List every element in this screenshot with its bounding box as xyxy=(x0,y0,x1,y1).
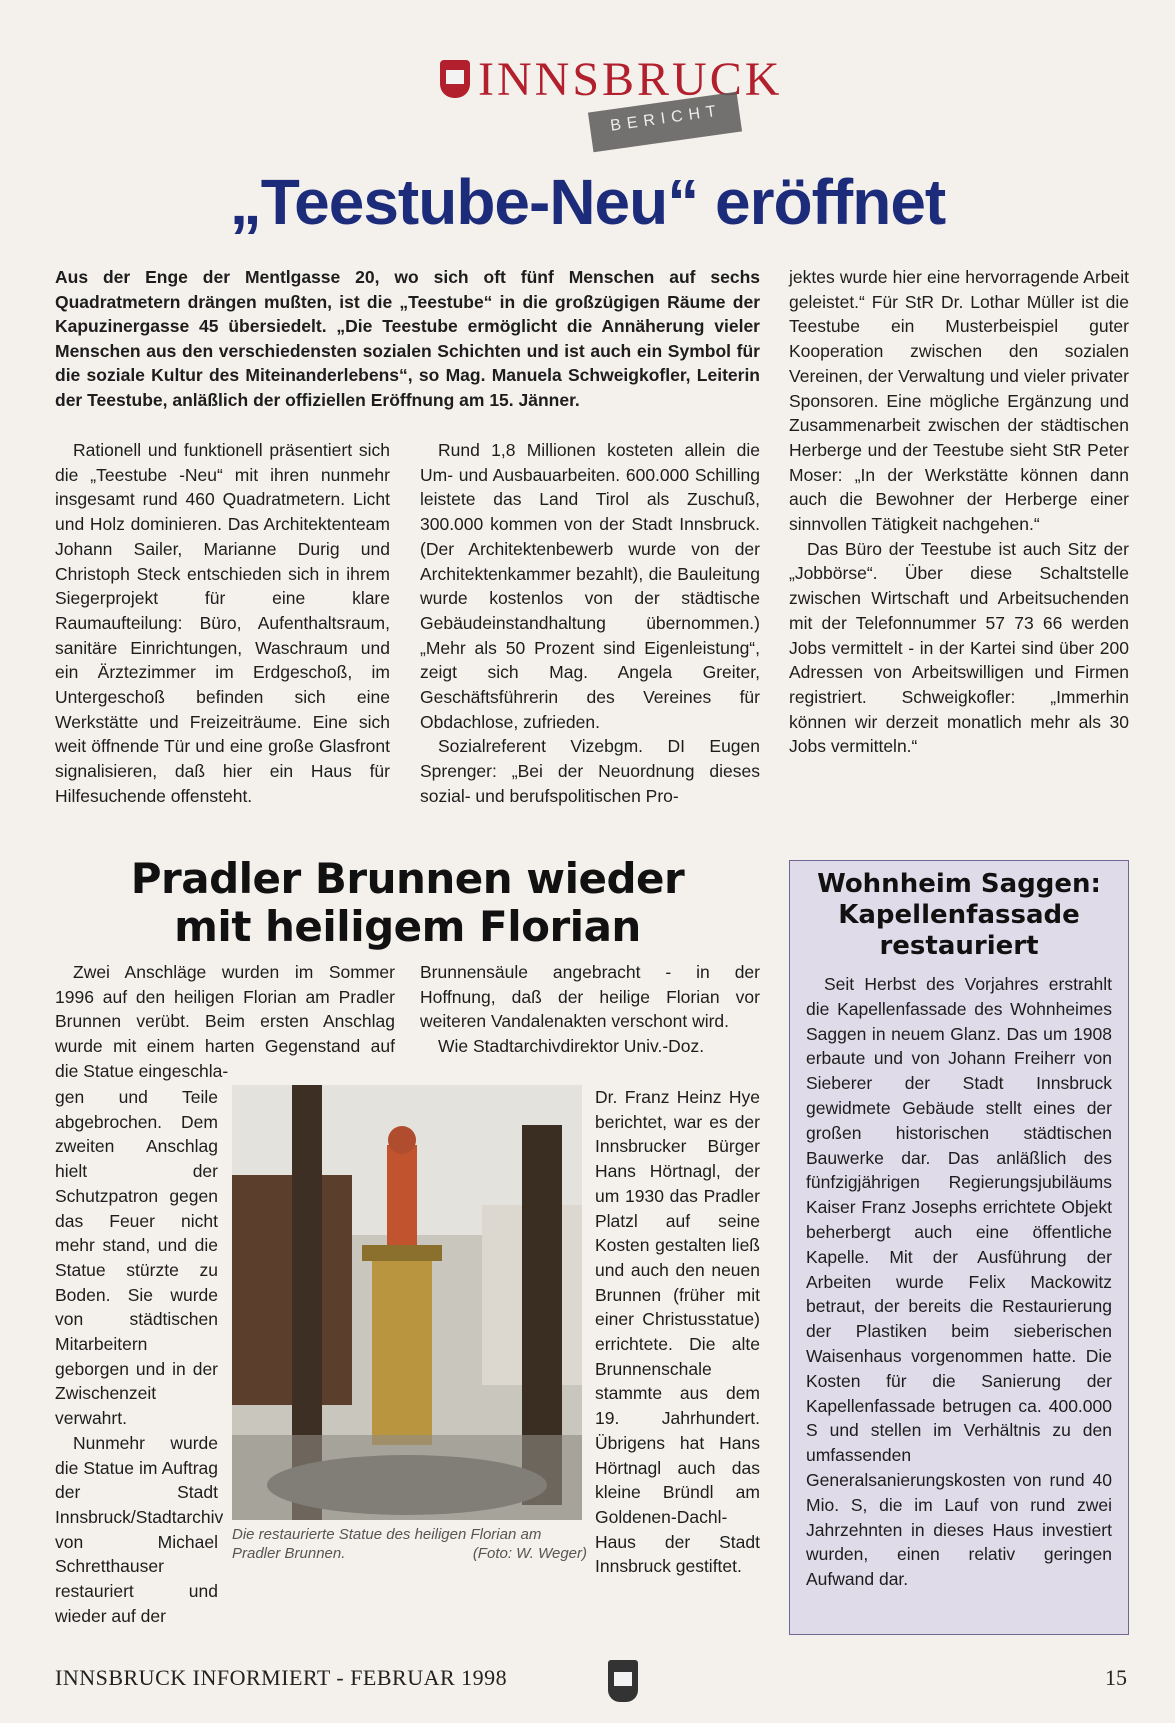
article-headline: „Teestube-Neu“ eröffnet xyxy=(229,166,946,238)
article-lead: Aus der Enge der Mentlgasse 20, wo sich oft fünf Menschen auf sechs Quadratmetern drängen mußten, ist die „Teestube“ in die großzügigen Räume der Kapuzinergasse 45 übersiedelt. „Die Teestube ermöglicht die Annäherung vieler Menschen aus den verschiedensten sozialen Schichten und ist auch ein Symbol für die soziale Kultur des Miteinanderlebens“, so Mag. Manuela Schweigkofler, Leiterin der Teestube, anläßlich der offiziellen Eröffnung am 15. Jänner. xyxy=(55,267,760,410)
paragraph: Rund 1,8 Millionen kosteten allein die Um- und Ausbauarbeiten. 600.000 Schilling leistete das Land Tirol als Zuschuß, 300.000 kommen von der Stadt Innsbruck. (Der Architektenbewerb wurde von der Architektenkammer bezahlt), die Bauleitung wurde kostenlos von der städtische Gebäudeinstandhaltung übernommen.) „Mehr als 50 Prozent sind Eigenleistung“, zeigt sich Mag. Angela Greiter, Geschäftsführerin des Vereines für Obdachlose, zufrieden. xyxy=(420,440,760,732)
paragraph: Wie Stadtarchivdirektor Univ.-Doz. xyxy=(438,1036,705,1057)
article-column-1 xyxy=(55,438,390,809)
article2-top-right xyxy=(420,960,760,1059)
article2-top-left xyxy=(55,960,395,1084)
paragraph: Dr. Franz Heinz Hye berichtet, war es der Innsbrucker Bürger Hans Hörtnagl, der um 1930 das Pradler Platzl auf seine Kosten gestalten ließ und auch den neuen Brunnen (früher mit einer Christusstatue) errichtete. Die alte Brunnenschale stammte aus dem 19. Jahrhundert. Übrigens hat Hans Hörtnagl auch das kleine Bründl am Goldenen-Dachl-Haus der Stadt Innsbruck gestiftet. xyxy=(595,1087,760,1577)
article2-left-narrow xyxy=(55,1085,224,1628)
caption-text: Die restaurierte Statue des heiligen Florian am Pradler Brunnen. xyxy=(232,1526,542,1562)
paragraph: jektes wurde hier eine hervorragende Arbeit geleistet.“ Für StR Dr. Lothar Müller ist die Teestube ein Musterbeispiel guter Kooperation zwischen den sozialen Vereinen, der Verwaltung und vieler privater Sponsoren. Eine mögliche Ergänzung und Zusammenarbeit zwischen der städtischen Herberge und der Teestube sieht StR Peter Moser: „In der Werkstätte können dann auch die Bewohner der Herberge einer sinnvollen Tätigkeit nachgehen.“ xyxy=(789,267,1129,535)
photo-credit: (Foto: W. Weger) xyxy=(472,1545,587,1562)
page-number: 15 xyxy=(1105,1665,1127,1690)
article-column-2 xyxy=(420,438,760,809)
masthead xyxy=(440,52,783,147)
paragraph: Rationell und funktionell präsentiert sich die „Teestube -Neu“ mit ihren nunmehr insgesamt rund 460 Quadratmetern. Licht und Holz dominieren. Das Architektenteam Johann Sailer, Marianne Durig und Christoph Steck entschieden sich in ihrem Siegerprojekt für eine klare Raumaufteilung: Büro, Aufenthaltsraum, sanitäre Einrichtungen, Waschraum und ein Ärztezimmer im Erdgeschoß, im Untergeschoß befinden sich eine Werkstätte und Freizeiträume. Eine sich weit öffnende Tür und eine große Glasfront signalisieren, daß hier ein Haus für Hilfesuchende offensteht. xyxy=(55,440,390,806)
fountain-photo-image xyxy=(232,1085,582,1520)
footer-publication: INNSBRUCK INFORMIERT - FEBRUAR 1998 xyxy=(55,1665,508,1690)
paragraph: Zwei Anschläge wurden im Sommer 1996 auf den heiligen Florian am Pradler Brunnen verübt. Beim ersten Anschlag wurde mit einem harten Gegenstand auf die Statue eingeschla- xyxy=(55,962,395,1081)
sidebar-title: Wohnheim Saggen: Kapellenfassade restauriert xyxy=(817,869,1101,961)
paragraph: Nunmehr wurde die Statue im Auftrag der Stadt Innsbruck/Stadtarchiv von Michael Schretthauser restauriert und wieder auf der xyxy=(55,1432,224,1626)
masthead-subtitle: BERICHT xyxy=(609,102,723,135)
footer-crest-icon xyxy=(608,1660,638,1702)
paragraph: gen und Teile abgebrochen. Dem zweiten Anschlag hielt der Schutzpatron gegen das Feuer nicht mehr stand, und die Statue stürzte zu Boden. Sie wurde von städtischen Mitarbeitern geborgen und in der Zwischenzeit verwahrt. xyxy=(55,1087,218,1429)
headline-line-2: mit heiligem Florian xyxy=(174,902,641,951)
masthead-title: INNSBRUCK xyxy=(478,53,783,106)
fountain-photo xyxy=(232,1085,582,1520)
paragraph: Brunnensäule angebracht - in der Hoffnung, daß der heilige Florian vor weiteren Vandalenakten verschont wird. xyxy=(420,962,760,1032)
sidebar-box xyxy=(789,860,1129,1635)
innsbruck-crest-icon xyxy=(440,60,470,98)
headline-line-1: Pradler Brunnen wieder xyxy=(130,854,685,903)
article-column-3 xyxy=(789,265,1129,759)
paragraph: Sozialreferent Vizebgm. DI Eugen Sprenger: „Bei der Neuordnung dieses sozial- und berufspolitischen Pro- xyxy=(420,736,760,806)
sidebar-text: Seit Herbst des Vorjahres erstrahlt die Kapellenfassade des Wohnheimes Saggen in neuem Glanz. Das um 1908 erbaute und von Johann Freiherr von Sieberer der Stadt Innsbruck gewidmete Gebäude stellt eines der großen historischen städtischen Bauwerke dar. Das anläßlich des fünfzigjährigen Regierungsjubiläums Kaiser Franz Josephs errichtete Objekt beherbergt auch eine öffentliche Kapelle. Mit der Ausführung der Arbeiten wurde Felix Mackowitz betraut, der bereits die Restaurierung der Plastiken beim sieberischen Waisenhaus vorgenommen hatte. Die Kosten für die Sanierung der Kapellenfassade betrugen ca. 400.000 S und stellen im Verhältnis zu den umfassenden Generalsanierungskosten von rund 40 Mio. S, die im Lauf von rund zwei Jahrzehnten in dieses Haus investiert wurden, einen relativ geringen Aufwand dar. xyxy=(806,974,1112,1590)
article2-right-narrow xyxy=(595,1085,760,1579)
paragraph: Das Büro der Teestube ist auch Sitz der „Jobbörse“. Über diese Schaltstelle zwischen Wirtschaft und Arbeitsuchenden mit der Telefonnummer 57 73 66 werden Jobs vermittelt - in der Kartei sind über 200 Adressen von Arbeitswilligen und Firmen registriert. Schweigkofler: „Immerhin können wir derzeit monatlich mehr als 30 Jobs vermitteln.“ xyxy=(789,538,1129,757)
article2-headline xyxy=(55,855,760,951)
photo-caption xyxy=(232,1525,587,1563)
